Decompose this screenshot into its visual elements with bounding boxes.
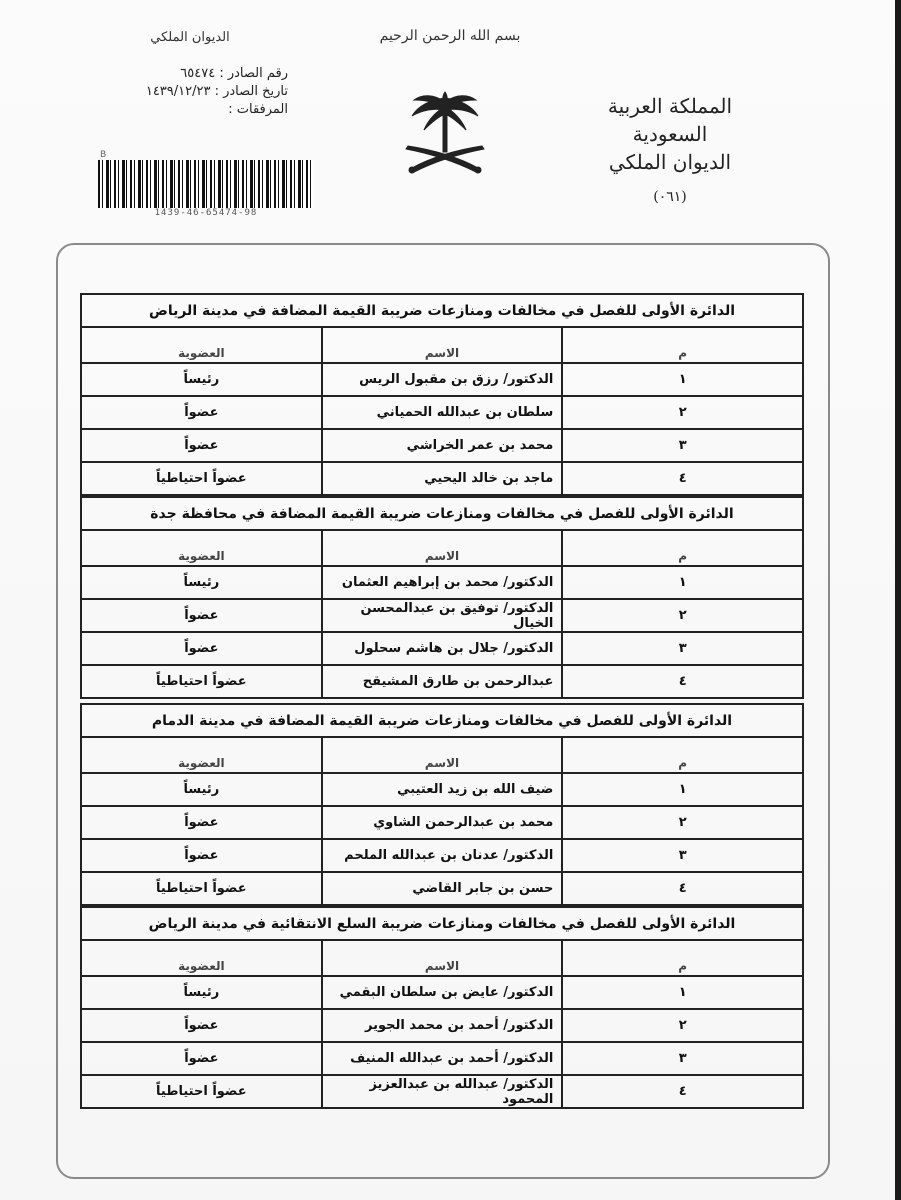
- member-role: عضواً: [81, 632, 322, 665]
- col-header-num: م: [562, 327, 803, 363]
- member-name: الدكتور/ توفيق بن عبدالمحسن الخيال: [322, 599, 563, 632]
- member-role: رئيساً: [81, 566, 322, 599]
- member-name: سلطان بن عبدالله الحمياني: [322, 396, 563, 429]
- table-row: [81, 773, 803, 806]
- kingdom-name: المملكة العربية السعودية: [607, 94, 733, 146]
- member-name: الدكتور/ عدنان بن عبدالله الملحم: [322, 839, 563, 872]
- member-name: الدكتور/ عايض بن سلطان البقمي: [322, 976, 563, 1009]
- table-row: [81, 462, 803, 495]
- member-role: عضواً احتياطياً: [81, 462, 322, 495]
- member-name: الدكتور/ أحمد بن عبدالله المنيف: [322, 1042, 563, 1075]
- ref-number: رقم الصادر : ٦٥٤٧٤: [180, 66, 288, 81]
- member-name: حسن بن جابر القاضي: [322, 872, 563, 905]
- member-role: عضواً: [81, 839, 322, 872]
- barcode-bars: [98, 160, 314, 208]
- member-name: محمد بن عبدالرحمن الشاوي: [322, 806, 563, 839]
- member-role: عضواً: [81, 806, 322, 839]
- member-name: ماجد بن خالد اليحيي: [322, 462, 563, 495]
- member-role: عضواً: [81, 396, 322, 429]
- circuit-title: الدائرة الأولى للفصل في مخالفات ومنازعات ضريبة القيمة المضافة في مدينة الرياض: [81, 294, 803, 327]
- row-num: ٤: [562, 462, 803, 495]
- row-num: ١: [562, 363, 803, 396]
- row-num: ٤: [562, 665, 803, 698]
- member-role: عضواً: [81, 429, 322, 462]
- table-row: [81, 363, 803, 396]
- table-row: [81, 599, 803, 632]
- col-header-num: م: [562, 530, 803, 566]
- table-row: [81, 872, 803, 905]
- col-header-name: الاسم: [322, 737, 563, 773]
- diwan-header-small: الديوان الملكي: [150, 30, 230, 45]
- circuit-table: [80, 496, 804, 699]
- barcode-number: 1439-46-65474-98: [154, 208, 258, 218]
- col-header-num: م: [562, 940, 803, 976]
- row-num: ٢: [562, 806, 803, 839]
- member-role: رئيساً: [81, 773, 322, 806]
- table-row: [81, 1042, 803, 1075]
- member-name: عبدالرحمن بن طارق المشيقح: [322, 665, 563, 698]
- diwan-name: الديوان الملكي: [608, 150, 732, 174]
- member-role: عضواً: [81, 1042, 322, 1075]
- col-header-name: الاسم: [322, 530, 563, 566]
- basmala: بسم الله الرحمن الرحيم: [379, 28, 521, 44]
- member-role: عضواً احتياطياً: [81, 872, 322, 905]
- reference-block: [128, 65, 288, 119]
- table-row: [81, 566, 803, 599]
- member-role: عضواً: [81, 1009, 322, 1042]
- row-num: ٣: [562, 839, 803, 872]
- table-row: [81, 396, 803, 429]
- table-row: [81, 806, 803, 839]
- circuit-table: [80, 906, 804, 1109]
- row-num: ٣: [562, 632, 803, 665]
- letterhead: [595, 92, 745, 210]
- table-row: [81, 1009, 803, 1042]
- table-row: [81, 976, 803, 1009]
- circuit-title: الدائرة الأولى للفصل في مخالفات ومنازعات ضريبة القيمة المضافة في محافظة جدة: [81, 497, 803, 530]
- row-num: ٤: [562, 872, 803, 905]
- table-row: [81, 839, 803, 872]
- scan-edge: [895, 0, 901, 1200]
- col-header-name: الاسم: [322, 940, 563, 976]
- member-role: عضواً: [81, 599, 322, 632]
- member-name: الدكتور/ عبدالله بن عبدالعزيز المحمود: [322, 1075, 563, 1108]
- row-num: ٢: [562, 1009, 803, 1042]
- member-role: رئيساً: [81, 976, 322, 1009]
- member-name: الدكتور/ أحمد بن محمد الجوير: [322, 1009, 563, 1042]
- row-num: ٢: [562, 396, 803, 429]
- member-role: عضواً احتياطياً: [81, 665, 322, 698]
- ref-date: تاريخ الصادر : ١٤٣٩/١٢/٢٣: [145, 84, 288, 99]
- col-header-membership: العضوية: [81, 737, 322, 773]
- col-header-name: الاسم: [322, 327, 563, 363]
- barcode: [98, 160, 314, 218]
- table-row: [81, 632, 803, 665]
- member-role: رئيساً: [81, 363, 322, 396]
- col-header-num: م: [562, 737, 803, 773]
- row-num: ٣: [562, 1042, 803, 1075]
- col-header-membership: العضوية: [81, 327, 322, 363]
- circuit-table: [80, 703, 804, 906]
- ref-attachments: المرفقات :: [228, 102, 288, 117]
- row-num: ١: [562, 976, 803, 1009]
- form-code: (٠٦١): [653, 189, 687, 205]
- member-name: الدكتور/ جلال بن هاشم سحلول: [322, 632, 563, 665]
- table-row: [81, 429, 803, 462]
- member-name: الدكتور/ محمد بن إبراهيم العثمان: [322, 566, 563, 599]
- member-role: عضواً احتياطياً: [81, 1075, 322, 1108]
- palm-swords-emblem-icon: [400, 88, 490, 183]
- table-row: [81, 665, 803, 698]
- row-num: ٢: [562, 599, 803, 632]
- circuit-table: [80, 293, 804, 496]
- member-name: الدكتور/ رزق بن مقبول الريس: [322, 363, 563, 396]
- barcode-mark: B: [100, 150, 107, 160]
- col-header-membership: العضوية: [81, 530, 322, 566]
- circuit-title: الدائرة الأولى للفصل في مخالفات ومنازعات ضريبة القيمة المضافة في مدينة الدمام: [81, 704, 803, 737]
- table-row: [81, 1075, 803, 1108]
- row-num: ١: [562, 566, 803, 599]
- row-num: ٣: [562, 429, 803, 462]
- row-num: ١: [562, 773, 803, 806]
- member-name: محمد بن عمر الخراشي: [322, 429, 563, 462]
- circuit-title: الدائرة الأولى للفصل في مخالفات ومنازعات ضريبة السلع الانتقائية في مدينة الرياض: [81, 907, 803, 940]
- member-name: ضيف الله بن زيد العتيبي: [322, 773, 563, 806]
- col-header-membership: العضوية: [81, 940, 322, 976]
- row-num: ٤: [562, 1075, 803, 1108]
